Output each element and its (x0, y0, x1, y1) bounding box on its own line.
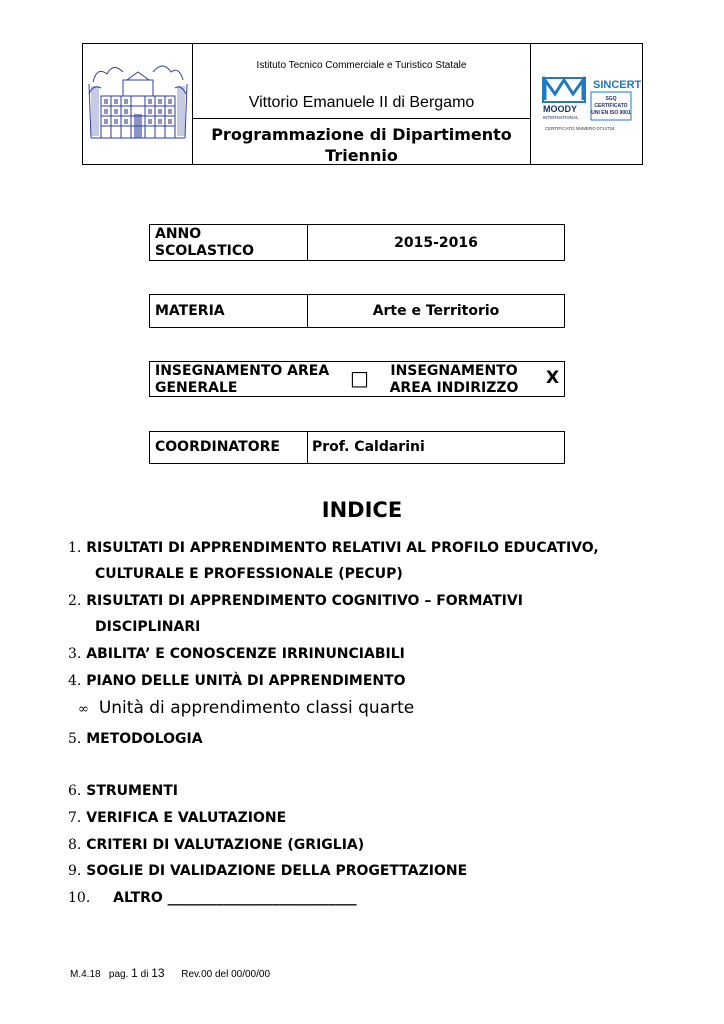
index-item-2 (68, 593, 523, 609)
index-item-1-cont: CULTURALE E PROFESSIONALE (PECUP) (95, 566, 403, 582)
anno-label-line2: SCOLASTICO (155, 243, 255, 259)
index-item-1-text: RISULTATI DI APPRENDIMENTO RELATIVI AL PROFILO EDUCATIVO, (86, 540, 599, 556)
index-item-5 (68, 731, 203, 747)
index-item-6 (68, 783, 178, 799)
index-item-9-text: SOGLIE DI VALIDAZIONE DELLA PROGETTAZIONE (86, 863, 468, 879)
index-item-1-number: 1. (68, 540, 82, 556)
index-item-3-number: 3. (68, 646, 82, 662)
footer-di-label: di (140, 969, 149, 980)
index-item-3-text: ABILITA’ E CONOSCENZE IRRINUNCIABILI (86, 646, 405, 662)
index-item-3 (68, 646, 405, 662)
header-row-divider (193, 118, 530, 119)
index-item-6-text: STRUMENTI (86, 783, 178, 799)
index-item-7-text: VERIFICA E VALUTAZIONE (86, 810, 287, 826)
school-building-logo (83, 44, 192, 164)
materia-value: Arte e Territorio (372, 303, 500, 319)
coordinatore-label: COORDINATORE (155, 439, 280, 455)
sgq-text: SGQ (605, 96, 617, 102)
footer-revision: Rev.00 del 00/00/00 (181, 969, 271, 980)
index-item-6-number: 6. (68, 783, 82, 799)
international-text: INTERNATIONAL (543, 115, 579, 120)
footer-code: M.4.18 (70, 969, 101, 980)
index-item-4 (68, 673, 406, 689)
institute-name: Istituto Tecnico Commerciale e Turistico Statale (256, 60, 467, 71)
certificate-number: CERTIFICATO NUMERO 0714734 (545, 126, 615, 131)
iso-text: UNI EN ISO 9001 (591, 110, 631, 116)
anno-label (155, 226, 254, 260)
materia-box (149, 294, 565, 328)
area-generale-label (155, 363, 329, 397)
infinity-bullet-icon: ∞ (78, 702, 89, 717)
index-item-1 (68, 540, 599, 556)
area-generale-line1: INSEGNAMENTO AREA (155, 363, 330, 379)
index-item-4-number: 4. (68, 673, 82, 689)
index-item-8-number: 8. (68, 837, 82, 853)
anno-value: 2015-2016 (394, 235, 478, 251)
area-generale-checkbox: □ (350, 366, 369, 390)
index-item-2-text: RISULTATI DI APPRENDIMENTO COGNITIVO – FORMATIVI (86, 593, 523, 609)
sincert-text: SINCERT (593, 79, 642, 91)
certificato-text: CERTIFICATO (594, 103, 628, 109)
footer-page-total: 13 (151, 966, 165, 980)
index-sub-item (78, 698, 414, 718)
anno-label-line1: ANNO (155, 226, 202, 242)
index-item-5-number: 5. (68, 731, 82, 747)
index-item-2-cont: DISCIPLINARI (95, 619, 201, 635)
program-title-line1: Programmazione di Dipartimento (211, 125, 512, 144)
header-title-cell (193, 44, 530, 164)
school-name: Vittorio Emanuele II di Bergamo (248, 94, 475, 111)
area-indirizzo-line1: INSEGNAMENTO (390, 363, 518, 379)
moody-sincert-logo (531, 44, 643, 164)
page-footer (70, 966, 270, 980)
index-sub-item-text: Unità di apprendimento classi quarte (98, 698, 415, 718)
area-generale-line2: GENERALE (155, 380, 238, 396)
index-item-10 (68, 890, 357, 906)
program-title (193, 124, 530, 166)
index-item-10-text: ALTRO ___________________________ (113, 890, 357, 906)
school-logo-cell (83, 44, 193, 164)
insegnamento-box (149, 361, 565, 397)
footer-page-number: 1 (131, 966, 138, 980)
index-item-7 (68, 810, 286, 826)
certification-cell (530, 44, 643, 164)
index-title: INDICE (321, 498, 403, 522)
index-item-9 (68, 863, 467, 879)
index-item-9-number: 9. (68, 863, 82, 879)
footer-pag-label: pag. (108, 969, 129, 980)
area-indirizzo-line2: AREA INDIRIZZO (389, 380, 519, 396)
index-item-2-number: 2. (68, 593, 82, 609)
index-item-8-text: CRITERI DI VALUTAZIONE (GRIGLIA) (86, 837, 365, 853)
header-table (82, 43, 643, 165)
program-title-line2: Triennio (325, 146, 398, 165)
materia-label: MATERIA (155, 303, 225, 319)
coordinatore-value: Prof. Caldarini (312, 439, 425, 455)
coordinatore-divider (307, 432, 308, 463)
moody-text: MOODY (543, 104, 578, 114)
index-item-5-text: METODOLOGIA (86, 731, 203, 747)
index-item-7-number: 7. (68, 810, 82, 826)
index-item-4-text: PIANO DELLE UNITÀ DI APPRENDIMENTO (86, 673, 406, 689)
index-item-8 (68, 837, 364, 853)
index-item-10-number: 10. (68, 890, 91, 906)
area-indirizzo-mark: X (546, 368, 560, 388)
anno-scolastico-box (149, 224, 565, 261)
coordinatore-box (149, 431, 565, 464)
area-indirizzo-label (374, 363, 534, 397)
